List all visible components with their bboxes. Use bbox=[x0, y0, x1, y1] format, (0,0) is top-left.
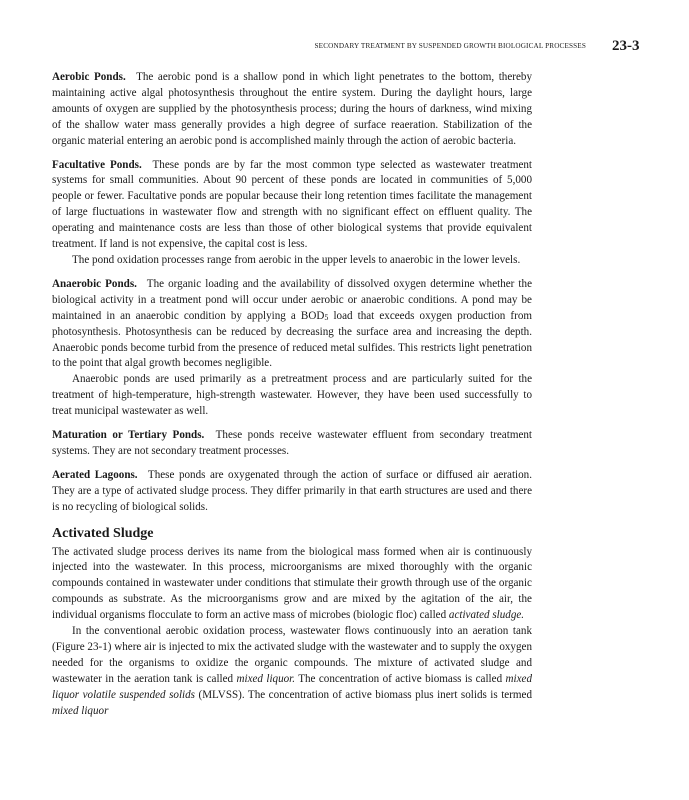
activated-sludge-heading: Activated Sludge bbox=[52, 525, 154, 541]
body-text bbox=[52, 70, 532, 720]
anaerobic-ponds-text-a: The organic loading and the availability of dissolved oxygen determine whether the biological activity in a treatment pond will occur under aerobic or anaerobic conditions. A pond may be maintained in an anaerobic condition by applying a BOD bbox=[52, 277, 532, 322]
facultative-ponds-text-2: The pond oxidation processes range from aerobic in the upper levels to anaerobic in the lower levels. bbox=[72, 253, 521, 266]
activated-sludge-p2-b: The concentration of active biomass is called bbox=[295, 672, 506, 685]
aerobic-ponds-text: The aerobic pond is a shallow pond in which light penetrates to the bottom, thereby maintaining active algal photosynthesis throughout the entire system. During the daylight hours, large amounts of oxygen are supplied by the photosynthesis process; during the hours of darkness, wind mixing of the shallow water mass generally provides a high degree of surface reaeration. Stabilization of the organic material entering an aerobic pond is accomplished mainly through the action of aerobic bacteria. bbox=[52, 71, 532, 147]
aerobic-ponds-title: Aerobic Ponds. bbox=[52, 71, 126, 83]
section-facultative-ponds bbox=[52, 158, 532, 269]
section-aerobic-ponds bbox=[52, 70, 532, 150]
mixed-liquor-term: mixed liquor. bbox=[236, 672, 296, 685]
mixed-liquor-term-2: mixed liquor bbox=[52, 704, 109, 717]
anaerobic-ponds-text-b: load that exceeds oxygen production from photosynthesis. Photosynthesis can be reduced by decreasing the surface area and increasing the depth. Anaerobic ponds become turbid from the presence of reduced metal sulfides. This restricts light penetration to the point that algal growth becomes negligible. bbox=[52, 309, 532, 370]
bod-subscript: 5 bbox=[324, 312, 329, 322]
aerated-lagoons-text: These ponds are oxygenated through the action of surface or diffused air aeration. They are a type of activated sludge process. They differ primarily in that earth structures are used and there is no recycling of biological solids. bbox=[52, 468, 532, 513]
section-aerated-lagoons bbox=[52, 468, 532, 516]
section-activated-sludge bbox=[52, 545, 532, 720]
mlvss-term: mixed liquor volatile suspended solids bbox=[52, 672, 532, 701]
section-anaerobic-ponds bbox=[52, 277, 532, 420]
maturation-ponds-title: Maturation or Tertiary Ponds. bbox=[52, 429, 205, 442]
activated-sludge-term: activated sludge. bbox=[448, 609, 525, 622]
running-head: SECONDARY TREATMENT BY SUSPENDED GROWTH BIOLOGICAL PROCESSES bbox=[314, 42, 586, 50]
page-number: 23-3 bbox=[612, 38, 640, 54]
activated-sludge-p1: The activated sludge process derives its name from the biological mass formed when air is continuously injected into the wastewater. In this process, microorganisms are mixed thoroughly with the organic compounds contained in wastewater under conditions that stimulate their growth through use of the organic compounds as substrate. As the microorganisms grow and are mixed by the agitation of the air, the individual organisms flocculate to form an active mass of microbes (biologic floc) called bbox=[52, 545, 532, 622]
aerated-lagoons-title: Aerated Lagoons. bbox=[52, 468, 138, 481]
section-maturation-ponds bbox=[52, 428, 532, 460]
facultative-ponds-text: These ponds are by far the most common type selected as wastewater treatment systems for small communities. About 90 percent of these ponds are located in communities of 5,000 people or fewer. Facultative ponds are popular because their long retention times facilitate the management of large fluctuations in wastewater flow and strength with no significant effect on effluent quality. The operating and maintenance costs are less than those of other biological systems that provide equivalent treatment. If land is not expensive, the capital cost is less. bbox=[52, 158, 533, 251]
maturation-ponds-text: These ponds receive wastewater effluent from secondary treatment systems. They are not secondary treatment processes. bbox=[52, 429, 532, 457]
facultative-ponds-title: Facultative Ponds. bbox=[52, 158, 142, 171]
anaerobic-ponds-text-2: Anaerobic ponds are used primarily as a pretreatment process and are particularly suited for the treatment of high-temperature, high-strength wastewater. However, they have been used successfully to treat municipal wastewater as well. bbox=[52, 373, 532, 418]
activated-sludge-p2-c: (MLVSS). The concentration of active biomass plus inert solids is termed bbox=[195, 688, 532, 701]
activated-sludge-p2-a: In the conventional aerobic oxidation process, wastewater flows continuously into an aeration tank (Figure 23-1) where air is injected to mix the activated sludge with the wastewater and to supply the oxygen needed for the organisms to oxidize the organic compounds. The mixture of activated sludge and wastewater in the aeration tank is called bbox=[52, 625, 532, 685]
anaerobic-ponds-title: Anaerobic Ponds. bbox=[52, 277, 137, 290]
